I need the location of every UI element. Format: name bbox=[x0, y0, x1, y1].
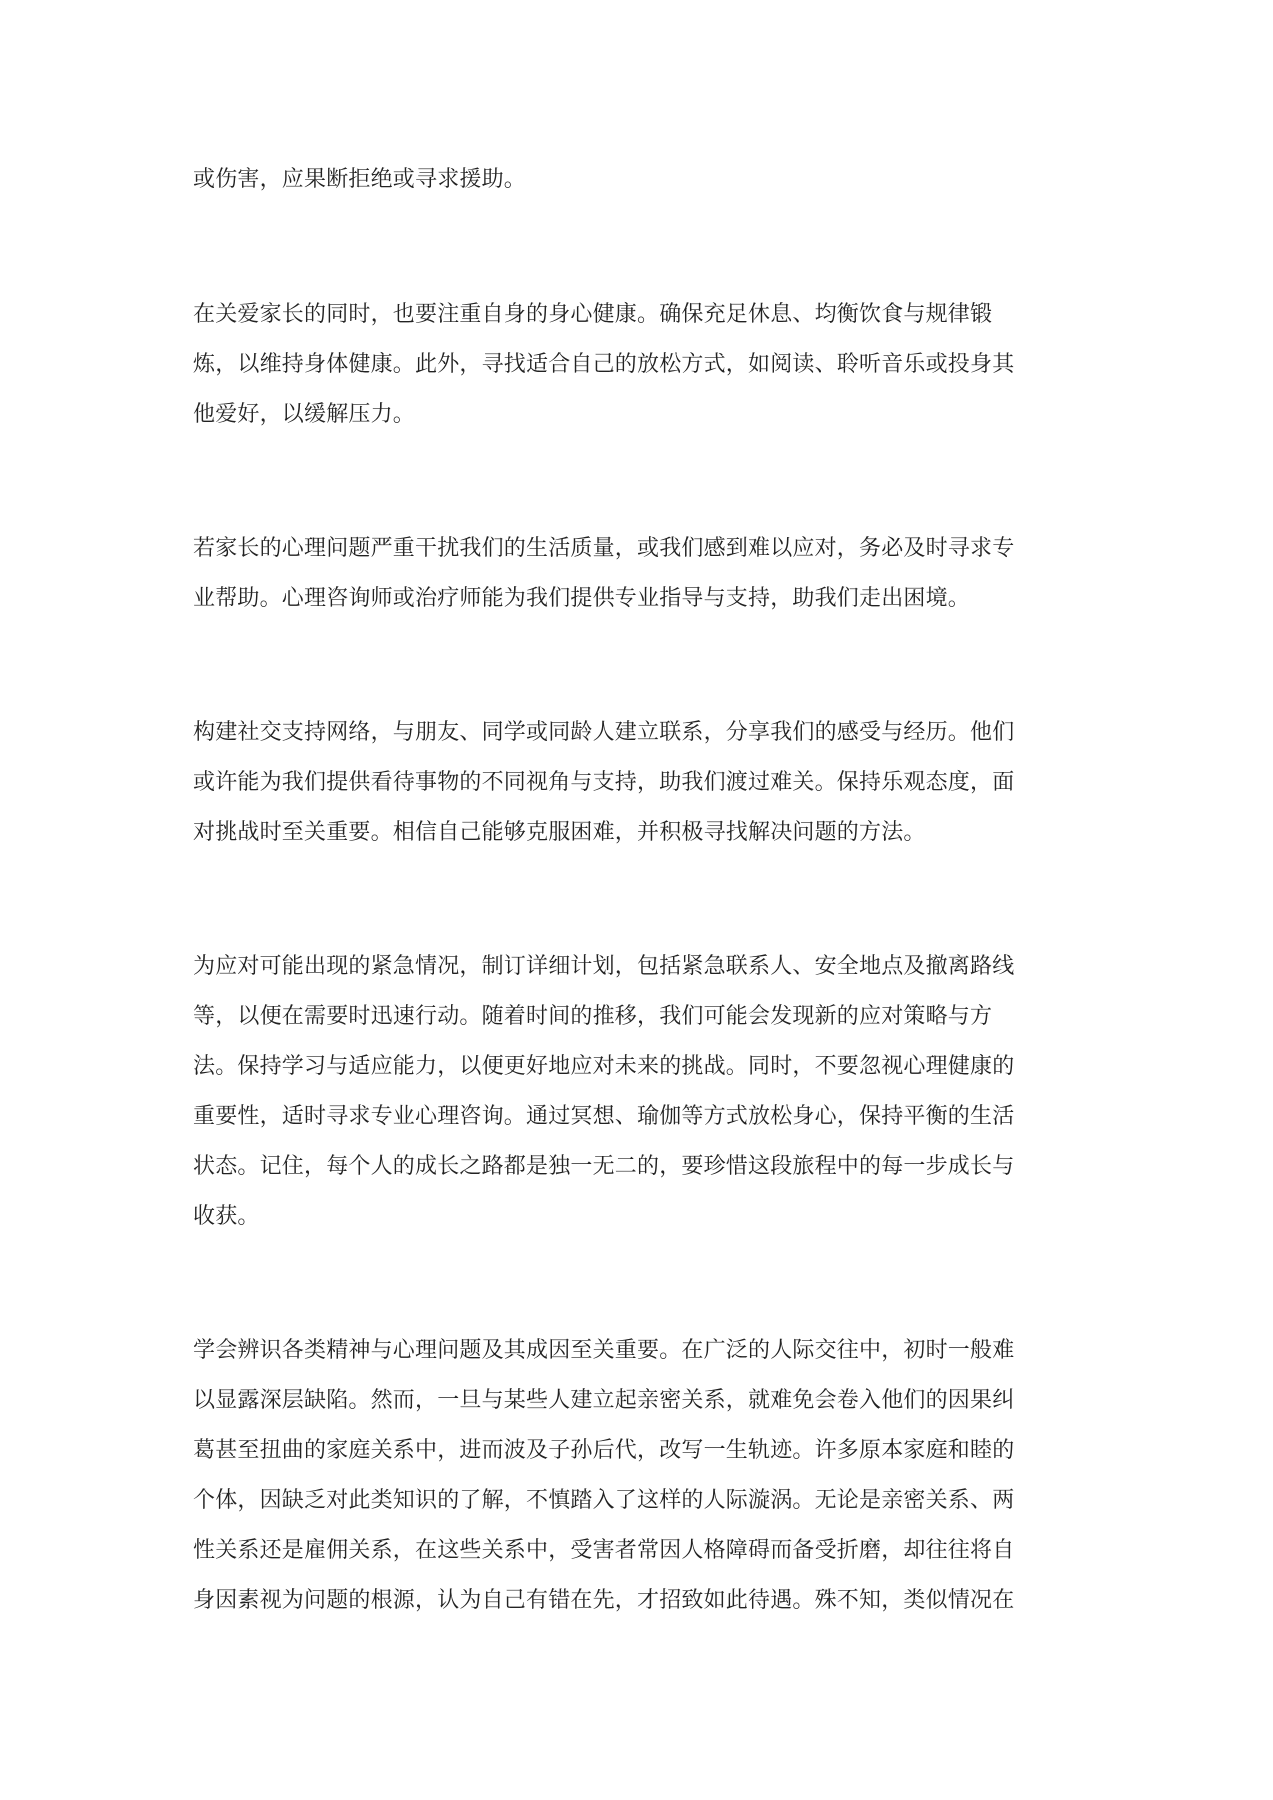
text-line: 重要性，适时寻求专业心理咨询。通过冥想、瑜伽等方式放松身心，保持平衡的生活 bbox=[193, 1104, 1015, 1129]
text-line: 或伤害，应果断拒绝或寻求援助。 bbox=[193, 167, 527, 192]
text-line: 个体，因缺乏对此类知识的了解，不慎踏入了这样的人际漩涡。无论是亲密关系、两 bbox=[193, 1488, 1015, 1513]
text-line: 业帮助。心理咨询师或治疗师能为我们提供专业指导与支持，助我们走出困境。 bbox=[193, 586, 971, 611]
paragraph bbox=[193, 708, 1073, 858]
text-line: 法。保持学习与适应能力，以便更好地应对未来的挑战。同时，不要忽视心理健康的 bbox=[193, 1054, 1015, 1079]
text-line: 收获。 bbox=[193, 1204, 260, 1229]
paragraph bbox=[193, 1326, 1073, 1626]
text-line: 等，以便在需要时迅速行动。随着时间的推移，我们可能会发现新的应对策略与方 bbox=[193, 1004, 993, 1029]
paragraph bbox=[193, 524, 1073, 624]
text-line: 或许能为我们提供看待事物的不同视角与支持，助我们渡过难关。保持乐观态度，面 bbox=[193, 770, 1015, 795]
text-line: 学会辨识各类精神与心理问题及其成因至关重要。在广泛的人际交往中，初时一般难 bbox=[193, 1338, 1015, 1363]
text-line: 性关系还是雇佣关系，在这些关系中，受害者常因人格障碍而备受折磨，却往往将自 bbox=[193, 1538, 1015, 1563]
text-line: 对挑战时至关重要。相信自己能够克服困难，并积极寻找解决问题的方法。 bbox=[193, 820, 926, 845]
paragraph bbox=[193, 290, 1073, 440]
paragraph bbox=[193, 155, 1073, 205]
text-line: 以显露深层缺陷。然而，一旦与某些人建立起亲密关系，就难免会卷入他们的因果纠 bbox=[193, 1388, 1015, 1413]
text-line: 炼，以维持身体健康。此外，寻找适合自己的放松方式，如阅读、聆听音乐或投身其 bbox=[193, 352, 1015, 377]
text-line: 身因素视为问题的根源，认为自己有错在先，才招致如此待遇。殊不知，类似情况在 bbox=[193, 1588, 1015, 1613]
text-line: 状态。记住，每个人的成长之路都是独一无二的，要珍惜这段旅程中的每一步成长与 bbox=[193, 1154, 1015, 1179]
text-line: 葛甚至扭曲的家庭关系中，进而波及子孙后代，改写一生轨迹。许多原本家庭和睦的 bbox=[193, 1438, 1015, 1463]
text-line: 构建社交支持网络，与朋友、同学或同龄人建立联系，分享我们的感受与经历。他们 bbox=[193, 720, 1015, 745]
text-line: 为应对可能出现的紧急情况，制订详细计划，包括紧急联系人、安全地点及撤离路线 bbox=[193, 954, 1015, 979]
paragraph bbox=[193, 942, 1073, 1242]
text-line: 他爱好，以缓解压力。 bbox=[193, 402, 416, 427]
text-line: 若家长的心理问题严重干扰我们的生活质量，或我们感到难以应对，务必及时寻求专 bbox=[193, 536, 1015, 561]
text-line: 在关爱家长的同时，也要注重自身的身心健康。确保充足休息、均衡饮食与规律锻 bbox=[193, 302, 993, 327]
